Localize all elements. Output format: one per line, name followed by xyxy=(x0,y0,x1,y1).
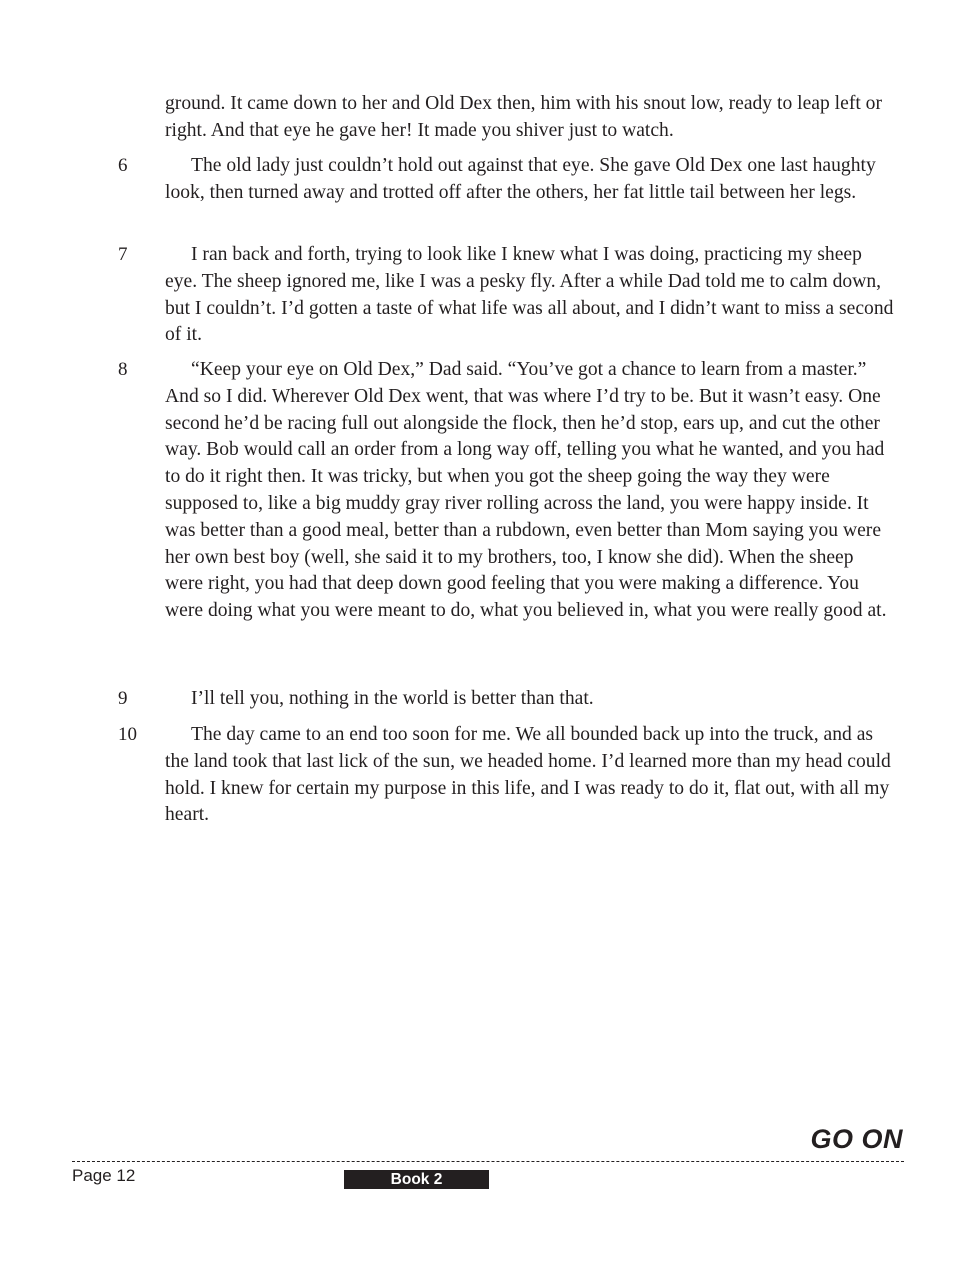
paragraph-text: The day came to an end too soon for me. We all bounded back up into the truck, and as the land took that last lick of the sun, we headed home. I’d learned more than my head could hold. I knew for certain my purpose in this life, and I was ready to do it, flat out, with all my heart. xyxy=(165,724,891,826)
page-number: Page 12 xyxy=(72,1166,136,1185)
paragraph-number: 6 xyxy=(118,155,128,176)
go-on-label: GO ON xyxy=(810,1124,903,1154)
footer-divider xyxy=(72,1161,904,1162)
paragraph-text: I ran back and forth, trying to look like I knew what I was doing, practicing my sheep eye. The sheep ignored me, like I was a pesky fly. After a while Dad told me to calm down, but I couldn’t. I’d gotten a taste of what life was all about, and I didn’t want to miss a second of it. xyxy=(165,244,894,346)
paragraph-number: 7 xyxy=(118,244,128,265)
paragraph-number: 8 xyxy=(118,359,128,380)
paragraph-text: The old lady just couldn’t hold out against that eye. She gave Old Dex one last haughty look, then turned away and trotted off after the others, her fat little tail between her legs. xyxy=(165,155,876,203)
passage-continuation: ground. It came down to her and Old Dex then, him with his snout low, ready to leap left or right. And that eye he gave her! It made you shiver just to watch. xyxy=(165,93,883,141)
book-label: Book 2 xyxy=(344,1170,489,1189)
paragraph-number: 10 xyxy=(118,724,137,745)
paragraph-text: I’ll tell you, nothing in the world is better than that. xyxy=(191,688,594,709)
paragraph-number: 9 xyxy=(118,688,128,709)
paragraph-text: “Keep your eye on Old Dex,” Dad said. “You’ve got a chance to learn from a master.” And so I did. Wherever Old Dex went, that was where I’d try to be. But it wasn’t easy. One second he’d be racing full out alongside the flock, then he’d stop, ears up, and cut the other way. Bob would call an order from a long way off, telling you what he wanted, and you had to do it right then. It was tricky, but when you got the sheep going the way they were supposed to, like a big muddy gray river rolling across the land, you were happy inside. It was better than a good meal, better than a rubdown, even better than Mom saying you were her own best boy (well, she said it to my brothers, too, I know she did). When the sheep were right, you had that deep down good feeling that you were making a difference. You were doing what you were meant to do, what you believed in, what you were really good at. xyxy=(165,359,887,622)
